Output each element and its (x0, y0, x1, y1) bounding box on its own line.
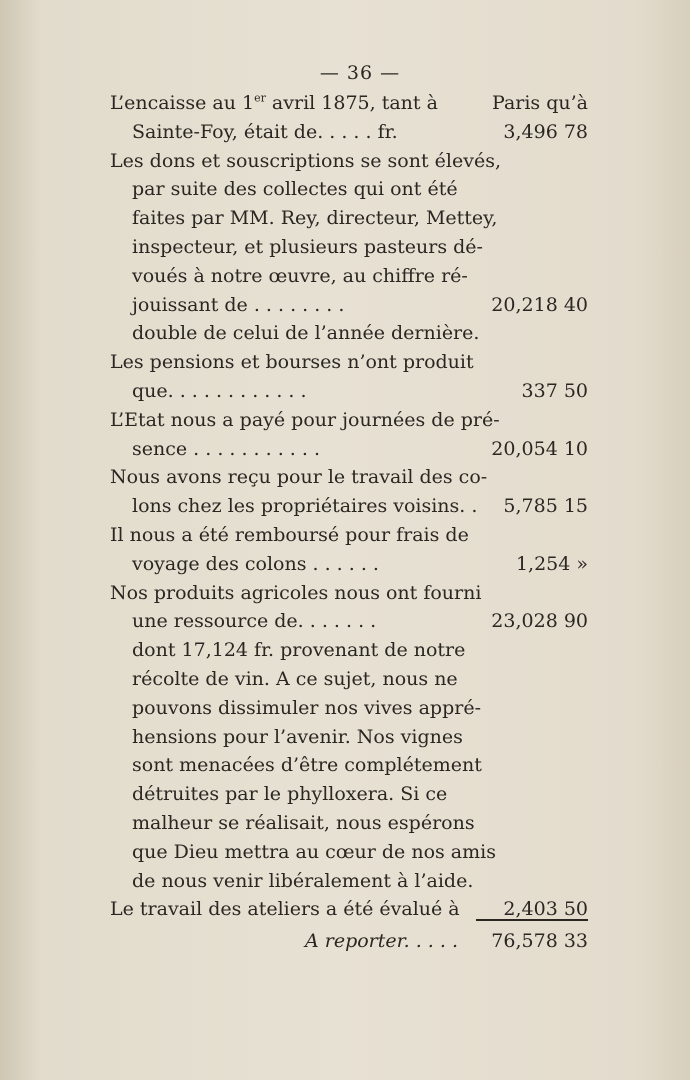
text-line (110, 607, 588, 636)
text-line (110, 319, 588, 348)
line-text: hensions pour l’avenir. Nos vignes (132, 725, 463, 748)
line-text: pouvons dissimuler nos vives appré- (132, 696, 481, 719)
line-text: L’encaisse au 1er avril 1875, tant à (110, 91, 438, 114)
text-line (110, 521, 588, 550)
text-line (110, 377, 588, 406)
text-line (110, 809, 588, 838)
text-line (110, 147, 588, 176)
text-line (110, 867, 588, 896)
text-line (110, 262, 588, 291)
text-line (110, 435, 588, 464)
text-line (110, 694, 588, 723)
line-text: sence . . . . . . . . . . . (132, 437, 320, 460)
text-line (110, 348, 588, 377)
line-amount: 20,054 10 (491, 437, 588, 460)
carry-forward-label: A reporter. . . . . (304, 930, 458, 952)
account-entries (110, 89, 588, 924)
line-text: malheur se réalisait, nous espérons (132, 811, 475, 834)
carry-forward-amount: 76,578 33 (491, 930, 588, 952)
text-line (110, 723, 588, 752)
line-amount: 337 50 (521, 379, 588, 402)
page-number: — 36 — (319, 62, 401, 84)
line-text: Les pensions et bourses n’ont produit (110, 351, 474, 374)
text-line (110, 492, 588, 521)
text-line (110, 463, 588, 492)
line-text: que. . . . . . . . . . . . (132, 379, 307, 402)
line-amount: 3,496 78 (503, 120, 588, 143)
line-amount: Paris qu’à (492, 92, 588, 114)
line-text: L’Etat nous a payé pour journées de pré- (110, 408, 500, 431)
line-amount: 1,254 » (515, 552, 588, 575)
line-text: sont menacées d’être complétement (132, 754, 482, 777)
line-text: par suite des collectes qui ont été (132, 178, 458, 201)
text-line (110, 579, 588, 608)
line-text: Nos produits agricoles nous ont fourni (110, 581, 482, 604)
line-text: double de celui de l’année dernière. (132, 322, 480, 345)
line-text: Nous avons reçu pour le travail des co- (110, 466, 488, 489)
text-line (110, 665, 588, 694)
text-line (110, 204, 588, 233)
text-line (110, 550, 588, 579)
text-line (110, 838, 588, 867)
line-text: Les dons et souscriptions se sont élevés, (110, 149, 501, 172)
line-text: détruites par le phylloxera. Si ce (132, 783, 448, 806)
text-line (110, 636, 588, 665)
line-text: Le travail des ateliers a été évalué à (110, 898, 460, 921)
text-line (110, 780, 588, 809)
text-line (110, 89, 588, 118)
text-line (110, 291, 588, 320)
line-amount: 5,785 15 (503, 495, 588, 518)
line-text: lons chez les propriétaires voisins. . (132, 495, 478, 518)
line-text: Il nous a été remboursé pour frais de (110, 523, 469, 546)
line-text: faites par MM. Rey, directeur, Mettey, (132, 207, 498, 230)
line-amount: 23,028 90 (491, 610, 588, 633)
text-line (110, 118, 588, 147)
line-text: de nous venir libéralement à l’aide. (132, 869, 474, 892)
total-rule (476, 919, 588, 921)
text-line (110, 751, 588, 780)
line-text: récolte de vin. A ce sujet, nous ne (132, 667, 458, 690)
line-text: voués à notre œuvre, au chiffre ré- (132, 264, 468, 287)
line-text: dont 17,124 fr. provenant de notre (132, 639, 466, 662)
line-text: que Dieu mettra au cœur de nos amis (132, 840, 496, 863)
line-text: jouissant de . . . . . . . . (132, 293, 345, 316)
text-line (110, 175, 588, 204)
carry-forward-line (110, 927, 588, 955)
line-text: voyage des colons . . . . . . (132, 552, 379, 575)
line-amount: 20,218 40 (491, 293, 588, 316)
text-line (110, 406, 588, 435)
line-text: une ressource de. . . . . . . (132, 610, 377, 633)
line-amount: 2,403 50 (503, 898, 588, 921)
line-text: Sainte-Foy, était de. . . . . fr. (132, 120, 398, 143)
text-line (110, 233, 588, 262)
line-text: inspecteur, et plusieurs pasteurs dé- (132, 235, 483, 258)
